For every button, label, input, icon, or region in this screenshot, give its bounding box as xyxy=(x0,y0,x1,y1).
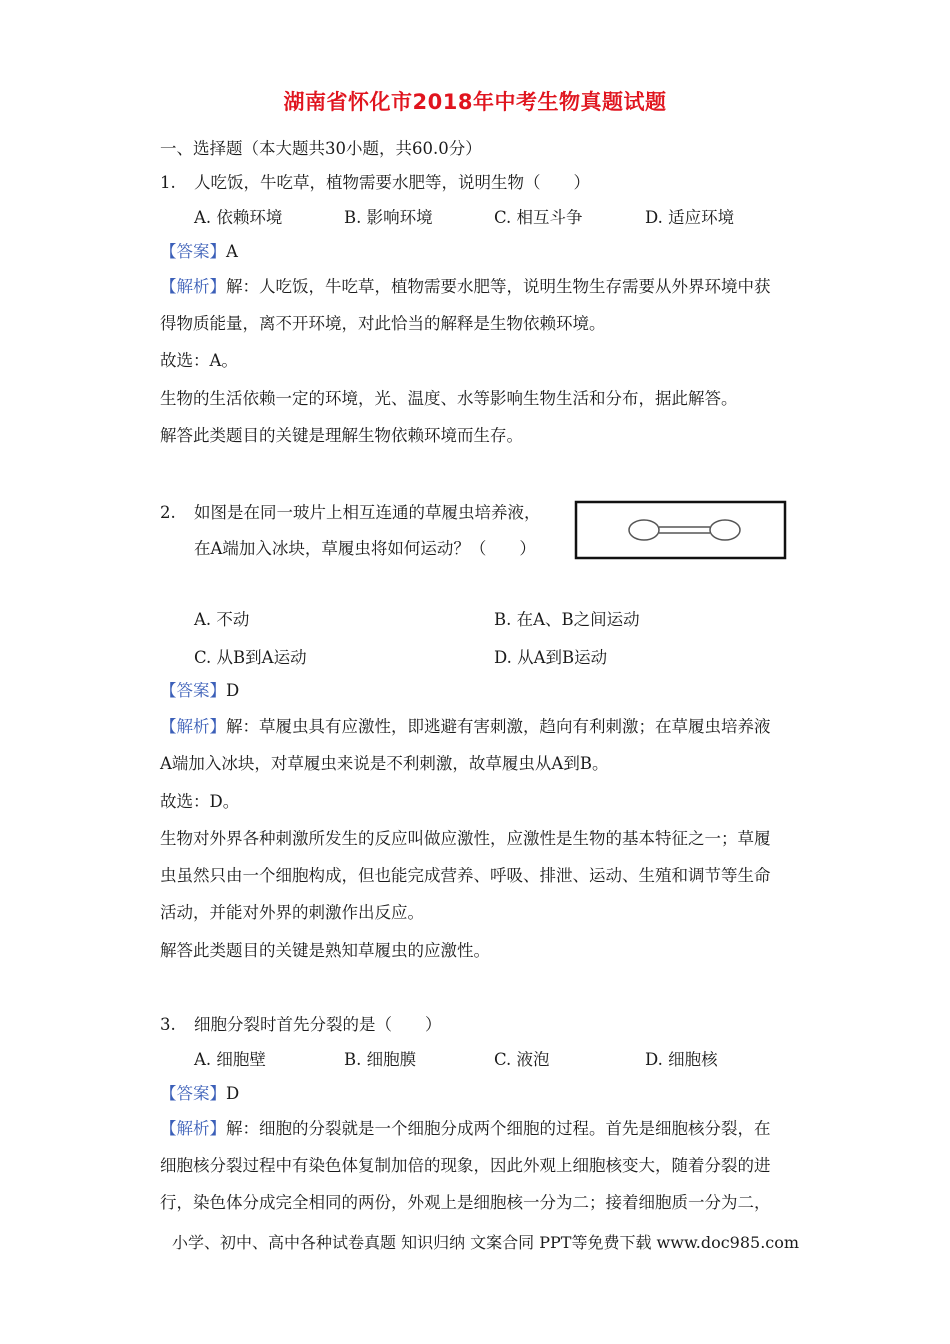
option-d: D. 适应环境 xyxy=(645,208,735,227)
analysis-tag: 【解析】 xyxy=(160,717,226,736)
answer-tag: 【答案】 xyxy=(160,681,226,700)
answer-line xyxy=(160,1083,239,1105)
analysis-text: 生物的生活依赖一定的环境，光、温度、水等影响生物生活和分布，据此解答。 xyxy=(160,389,738,408)
question-number: 3. xyxy=(160,1015,176,1034)
analysis-line xyxy=(160,276,771,298)
option-c: C. 液泡 xyxy=(494,1050,550,1069)
analysis-text: 解答此类题目的关键是理解生物依赖环境而生存。 xyxy=(160,426,523,445)
analysis-text: 解：草履虫具有应激性，即逃避有害刺激，趋向有利刺激；在草履虫培养液 xyxy=(226,717,771,736)
answer-value: A xyxy=(226,242,238,261)
option-b: B. 影响环境 xyxy=(344,208,433,227)
option-b: B. 细胞膜 xyxy=(344,1050,417,1069)
answer-tag: 【答案】 xyxy=(160,1084,226,1103)
question-stem: 人吃饭，牛吃草，植物需要水肥等，说明生物（ ） xyxy=(194,173,590,192)
question-stem: 如图是在同一玻片上相互连通的草履虫培养液， xyxy=(194,503,541,522)
answer-value: D xyxy=(226,1084,240,1103)
analysis-text: 故选：D。 xyxy=(160,792,240,811)
analysis-text: 细胞核分裂过程中有染色体复制加倍的现象，因此外观上细胞核变大，随着分裂的进 xyxy=(160,1156,771,1175)
analysis-text: A端加入冰块，对草履虫来说是不利刺激，故草履虫从A到B。 xyxy=(160,754,609,773)
answer-line xyxy=(160,241,238,263)
question-number: 2. xyxy=(160,503,176,522)
option-a: A. 细胞壁 xyxy=(194,1050,266,1069)
analysis-text: 解：细胞的分裂就是一个细胞分成两个细胞的过程。首先是细胞核分裂，在 xyxy=(226,1119,771,1138)
analysis-text: 活动，并能对外界的刺激作出反应。 xyxy=(160,903,424,922)
answer-value: D xyxy=(226,681,240,700)
analysis-text: 得物质能量，离不开环境，对此恰当的解释是生物依赖环境。 xyxy=(160,314,606,333)
analysis-tag: 【解析】 xyxy=(160,1119,226,1138)
analysis-text: 虫虽然只由一个细胞构成，但也能完成营养、呼吸、排泄、运动、生殖和调节等生命 xyxy=(160,866,771,885)
option-a: A. 不动 xyxy=(194,610,250,629)
analysis-line xyxy=(160,1118,771,1140)
paramecium-slide-figure xyxy=(574,500,788,580)
option-a: A. 依赖环境 xyxy=(194,208,283,227)
question-stem: 在A端加入冰块，草履虫将如何运动？（ ） xyxy=(194,539,536,558)
page-title: 湖南省怀化市2018年中考生物真题试题 xyxy=(283,90,667,114)
analysis-tag: 【解析】 xyxy=(160,277,226,296)
option-b: B. 在A、B之间运动 xyxy=(494,610,640,629)
answer-tag: 【答案】 xyxy=(160,242,226,261)
question-stem: 细胞分裂时首先分裂的是（ ） xyxy=(194,1015,442,1034)
page-footer: 小学、初中、高中各种试卷真题 知识归纳 文案合同 PPT等免费下载 www.doc985.com xyxy=(172,1233,800,1252)
analysis-text: 故选：A。 xyxy=(160,351,238,370)
option-d: D. 细胞核 xyxy=(645,1050,718,1069)
analysis-text: 生物对外界各种刺激所发生的反应叫做应激性，应激性是生物的基本特征之一；草履 xyxy=(160,829,771,848)
analysis-text: 解答此类题目的关键是熟知草履虫的应激性。 xyxy=(160,941,490,960)
glass-slide xyxy=(576,502,785,558)
option-c: C. 从B到A运动 xyxy=(194,648,307,667)
analysis-text: 解：人吃饭，牛吃草，植物需要水肥等，说明生物生存需要从外界环境中获 xyxy=(226,277,771,296)
option-d: D. 从A到B运动 xyxy=(494,648,608,667)
analysis-text: 行，染色体分成完全相同的两份，外观上是细胞核一分为二；接着细胞质一分为二， xyxy=(160,1193,771,1212)
question-number: 1. xyxy=(160,173,176,192)
section-heading: 一、选择题（本大题共30小题，共60.0分） xyxy=(160,139,482,158)
answer-line xyxy=(160,680,239,702)
option-c: C. 相互斗争 xyxy=(494,208,583,227)
analysis-line xyxy=(160,716,771,738)
